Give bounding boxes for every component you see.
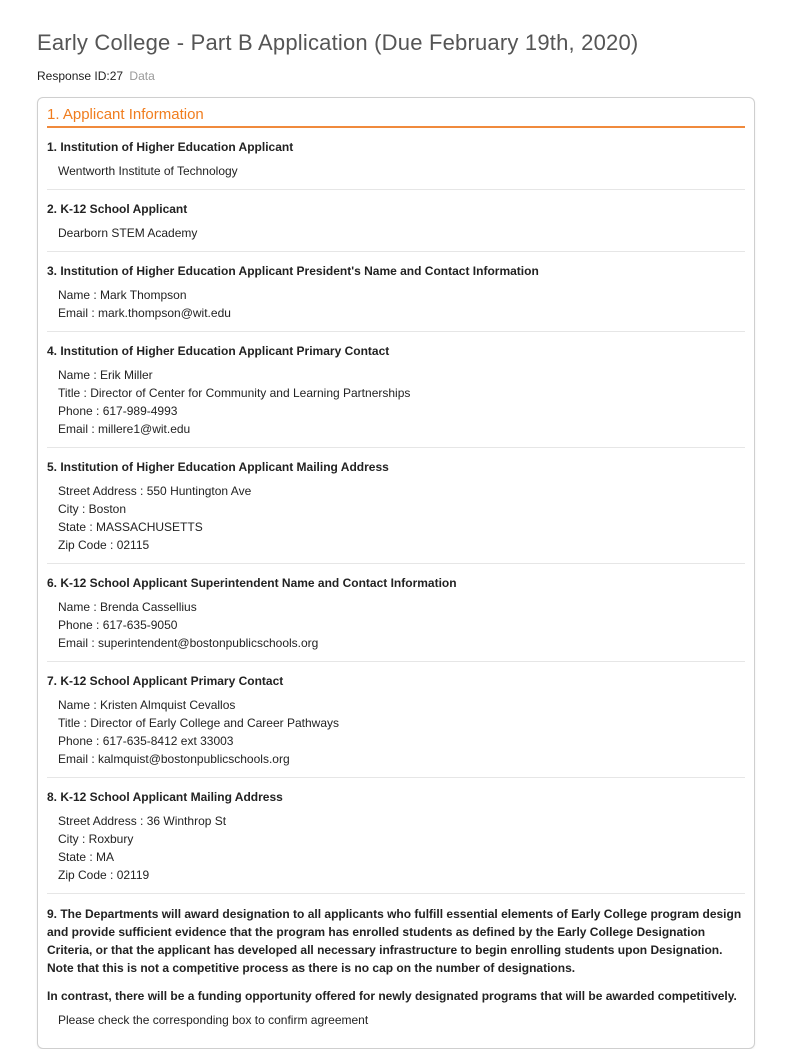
answer-line: Email : superintendent@bostonpublicschools.org [58, 636, 319, 650]
response-id-value: 27 [109, 69, 124, 83]
question-8 [47, 789, 745, 894]
question-title: 6. K-12 School Applicant Superintendent Name and Contact Information [47, 576, 457, 590]
question-2 [47, 201, 745, 252]
question-list [38, 139, 754, 1038]
answer-line: Title : Director of Center for Community and Learning Partnerships [58, 386, 411, 400]
answer-line: Name : Mark Thompson [58, 288, 187, 302]
answer-line: Email : millere1@wit.edu [58, 422, 191, 436]
question-title: 2. K-12 School Applicant [47, 202, 188, 216]
answer-line: City : Boston [58, 502, 127, 516]
answer-line: Please check the corresponding box to confirm agreement [58, 1013, 369, 1027]
response-id-label: Response ID: [37, 69, 110, 83]
answer-line: State : MA [58, 850, 115, 864]
question-title: 8. K-12 School Applicant Mailing Address [47, 790, 283, 804]
question-title: 4. Institution of Higher Education Applicant Primary Contact [47, 344, 390, 358]
question-1 [47, 139, 745, 190]
answer-line: Title : Director of Early College and Career Pathways [58, 716, 340, 730]
question-title: 9. The Departments will award designation to all applicants who fulfill essential elements of Early College program design and provide sufficient evidence that the program has enrolled students as defined by the Early College Designation Criteria, or that the applicant has developed all necessary infrastructure to begin enrolling students upon Designation. Note that this is not a competitive process as there is no cap on the number of designations. [47, 907, 742, 975]
question-7 [47, 673, 745, 778]
question-3 [47, 263, 745, 332]
question-4 [47, 343, 745, 448]
answer-line: Street Address : 550 Huntington Ave [58, 484, 252, 498]
answer-line: Phone : 617-635-8412 ext 33003 [58, 734, 234, 748]
question-title: 3. Institution of Higher Education Applicant President's Name and Contact Information [47, 264, 539, 278]
question-title: 7. K-12 School Applicant Primary Contact [47, 674, 284, 688]
answer-line: Phone : 617-989-4993 [58, 404, 178, 418]
answer-line: Phone : 617-635-9050 [58, 618, 178, 632]
data-link[interactable]: Data [129, 69, 155, 83]
answer-line: Name : Brenda Cassellius [58, 600, 197, 614]
answer-line: City : Roxbury [58, 832, 134, 846]
answer-line: Name : Erik Miller [58, 368, 153, 382]
page-title: Early College - Part B Application (Due February 19th, 2020) [37, 30, 639, 55]
question-title: 5. Institution of Higher Education Applicant Mailing Address [47, 460, 389, 474]
answer-line: Zip Code : 02119 [58, 868, 150, 882]
question-5 [47, 459, 745, 564]
section-title: 1. Applicant Information [47, 106, 745, 128]
applicant-information-panel [37, 97, 755, 1049]
answer-line: Email : mark.thompson@wit.edu [58, 306, 231, 320]
answer-line: Dearborn STEM Academy [58, 226, 198, 240]
answer-line: Email : kalmquist@bostonpublicschools.org [58, 752, 290, 766]
answer-line: Zip Code : 02115 [58, 538, 150, 552]
question-note: In contrast, there will be a funding opportunity offered for newly designated programs that will be awarded competitively. [47, 989, 737, 1003]
question-6 [47, 575, 745, 662]
answer-line: Wentworth Institute of Technology [58, 164, 238, 178]
answer-line: Name : Kristen Almquist Cevallos [58, 698, 236, 712]
answer-line: Street Address : 36 Winthrop St [58, 814, 227, 828]
answer-line: State : MASSACHUSETTS [58, 520, 203, 534]
question-title: 1. Institution of Higher Education Applicant [47, 140, 294, 154]
response-id-line [37, 69, 155, 83]
question-9 [47, 905, 745, 1038]
